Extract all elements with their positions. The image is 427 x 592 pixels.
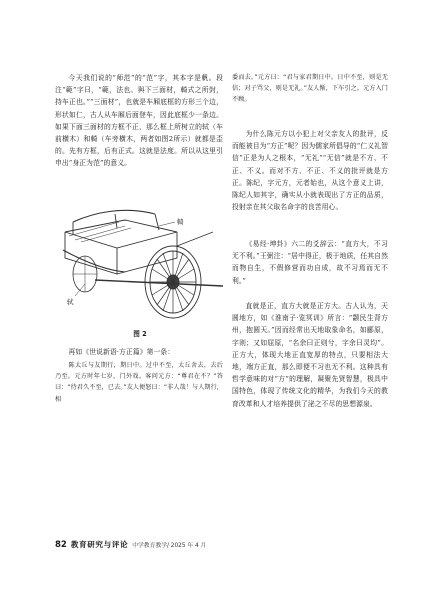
page-footer: [55, 539, 395, 551]
journal-issue: 中学教育教学/ 2025 年 4 月: [132, 543, 207, 549]
chariot-box-frame: [65, 220, 177, 248]
figure-label-shi: 轼: [67, 298, 74, 306]
figure-chariot: [55, 192, 225, 324]
journal-title: 教育研究与评论: [70, 540, 129, 549]
paragraph-zhifangda: 直就是正，直方大就是正方大。古人认为，天圆地方，如《淮南子·览冥训》所言：“颛民生背方州，抱圆天。”因而经常出天地取象命名，如郦原，字则；又如屈原，“名余曰正则兮，字余曰灵均”。正方大，体现大地正直宽厚的特点，只要相法大地，端方正直，那么即便不习也无不利。这种具有哲学意味的对“方”的理解，凝聚先贤智慧，极具中国特色，体现了传统文化的精华，为我们今天的教育改革和人才培养提供了泌之不尽的思想源泉。: [232, 302, 388, 408]
page-number: 82: [55, 540, 67, 550]
quote-chen-taiqiu: 陈太丘与友期行，期日中。过中不至，太丘舍去，去后乃至。元方时年七岁，门外戏。客问元方：“尊君在不？”答曰：“待君久不至，已去。”友人便怒曰：“非人哉！与人期行，相: [55, 362, 223, 403]
figure-caption: 图 2: [133, 330, 147, 338]
paragraph-shishuo-intro: 再如《世说新语·方正篇》第一条：: [68, 348, 175, 356]
paragraph-fan-etymology: 今天我们说的“师范”的“范”字，其本字是軓。段注“範”字曰，“範，法也。與下三面材，輢式之所尌，持车正也。”“三面材”，也就是车厢底框的方形三个边，形状如仁，古人从车厢后面登车，因此底框少一条边。如果下面三面材的方框不正，那么框上所树立的轼（车前横木）和輢（车旁横木，两者如图2所示）就都是歪的。先有方框，后有正式。这就是法度。所以从这里引申出“身正为范”的意义。: [55, 74, 223, 168]
paragraph-yijing-kun: 《易经·坤卦》六二的爻辞云：“直方大，不习无不利。”王弼注：“居中得正，极于地质，任其自然而物自生，不假修营而功自成，故不习焉而无不利。”: [232, 240, 388, 285]
chariot-illustration: [55, 192, 225, 324]
paragraph-fangzheng: 为什么陈元方以小犯上对父亲友人的批评，反而能被目为“方正”呢？因为儒家所倡导的“仁义礼智信”正是为人之根本，“无礼”“无信”就是不方、不正、不义。而对不方、不正、不义的批评就是方正。陈纪，字元方，元者始也，从这个意义上讲，陈纪人如其字，确实从小就表现出了方正的品质，投射亲在其父取名命字的良苦用心。: [232, 130, 388, 212]
figure-label-yi: 輢: [177, 218, 184, 226]
quote-chen-taiqiu-cont: 委而去。”元方曰：“君与家君期日中。日中不至，则是无信；对子骂父，则是无礼。”友人惭，下车引之。元方入门不顾。: [232, 74, 388, 104]
